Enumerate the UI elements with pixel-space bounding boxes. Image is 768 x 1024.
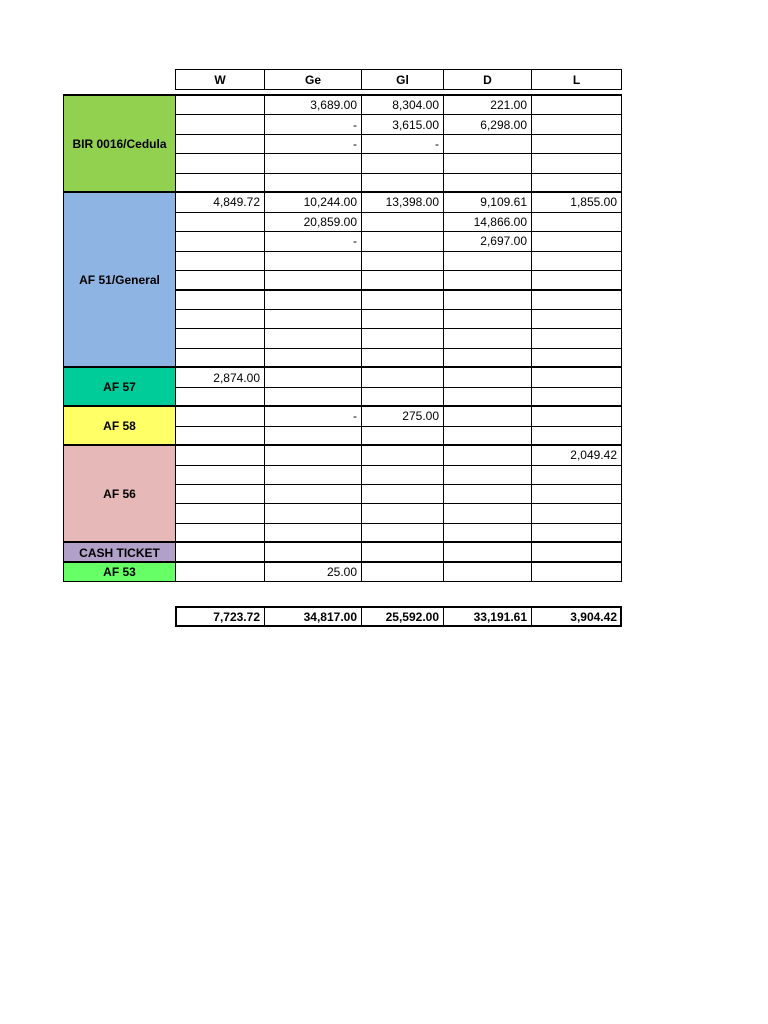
cell-af56-r4-d[interactable] — [443, 503, 532, 523]
cell-af58-r2-ge[interactable] — [264, 426, 362, 446]
cell-af51-r9-l[interactable] — [531, 348, 622, 368]
cell-af53-r1-gl[interactable] — [361, 562, 444, 582]
cell-af51-r2-gl[interactable] — [361, 212, 444, 232]
cell-bir-r5-gl[interactable] — [361, 173, 444, 193]
cell-af56-r1-gl[interactable] — [361, 445, 444, 465]
cell-af58-r2-gl[interactable] — [361, 426, 444, 446]
cell-af56-r3-ge[interactable] — [264, 484, 362, 504]
cell-af51-r7-ge[interactable] — [264, 309, 362, 329]
cell-af56-r4-gl[interactable] — [361, 503, 444, 523]
cell-cash-r1-d[interactable] — [443, 542, 532, 562]
cell-bir-r5-d[interactable] — [443, 173, 532, 193]
group-label-af57: AF 57 — [63, 367, 176, 407]
cell-af51-r1-gl[interactable]: 13,398.00 — [361, 192, 444, 212]
cell-af58-r1-ge[interactable]: - — [264, 406, 362, 426]
cell-af57-r1-l[interactable] — [531, 367, 622, 387]
cell-bir-r2-l[interactable] — [531, 114, 622, 134]
cell-af56-r5-gl[interactable] — [361, 523, 444, 543]
total-ge: 34,817.00 — [264, 606, 362, 627]
total-l: 3,904.42 — [531, 606, 622, 627]
cell-af57-r1-gl[interactable] — [361, 367, 444, 387]
group-label-bir: BIR 0016/Cedula — [63, 95, 176, 193]
cell-af51-r7-w[interactable] — [175, 309, 265, 329]
cell-af51-r9-d[interactable] — [443, 348, 532, 368]
cell-af51-r3-w[interactable] — [175, 231, 265, 251]
group-label-cash: CASH TICKET — [63, 542, 176, 562]
cell-af58-r2-w[interactable] — [175, 426, 265, 446]
cell-af57-r1-ge[interactable] — [264, 367, 362, 387]
cell-af51-r6-l[interactable] — [531, 290, 622, 310]
cell-bir-r4-d[interactable] — [443, 153, 532, 173]
cell-af51-r7-l[interactable] — [531, 309, 622, 329]
cell-af57-r1-w[interactable]: 2,874.00 — [175, 367, 265, 387]
cell-af51-r1-l[interactable]: 1,855.00 — [531, 192, 622, 212]
cell-af56-r1-w[interactable] — [175, 445, 265, 465]
cell-bir-r1-w[interactable] — [175, 95, 265, 115]
total-gl: 25,592.00 — [361, 606, 444, 627]
total-d: 33,191.61 — [443, 606, 532, 627]
cell-bir-r1-ge[interactable]: 3,689.00 — [264, 95, 362, 115]
cell-af51-r7-gl[interactable] — [361, 309, 444, 329]
cell-af51-r1-ge[interactable]: 10,244.00 — [264, 192, 362, 212]
cell-af57-r2-d[interactable] — [443, 387, 532, 407]
cell-af51-r2-d[interactable]: 14,866.00 — [443, 212, 532, 232]
cell-af51-r1-d[interactable]: 9,109.61 — [443, 192, 532, 212]
cell-af51-r2-ge[interactable]: 20,859.00 — [264, 212, 362, 232]
cell-bir-r5-l[interactable] — [531, 173, 622, 193]
cell-af56-r2-ge[interactable] — [264, 465, 362, 485]
cell-af57-r2-l[interactable] — [531, 387, 622, 407]
cell-af53-r1-w[interactable] — [175, 562, 265, 582]
cell-af58-r2-l[interactable] — [531, 426, 622, 446]
cell-bir-r3-l[interactable] — [531, 134, 622, 154]
cell-bir-r2-d[interactable]: 6,298.00 — [443, 114, 532, 134]
cell-bir-r2-gl[interactable]: 3,615.00 — [361, 114, 444, 134]
cell-af58-r2-d[interactable] — [443, 426, 532, 446]
cell-cash-r1-w[interactable] — [175, 542, 265, 562]
cell-af51-r6-w[interactable] — [175, 290, 265, 310]
cell-cash-r1-ge[interactable] — [264, 542, 362, 562]
cell-af56-r5-w[interactable] — [175, 523, 265, 543]
cell-af51-r7-d[interactable] — [443, 309, 532, 329]
cell-af56-r3-gl[interactable] — [361, 484, 444, 504]
cell-af57-r2-gl[interactable] — [361, 387, 444, 407]
cell-af56-r2-l[interactable] — [531, 465, 622, 485]
cell-af56-r5-l[interactable] — [531, 523, 622, 543]
cell-af51-r4-gl[interactable] — [361, 251, 444, 271]
cell-af56-r1-ge[interactable] — [264, 445, 362, 465]
column-header-d: D — [443, 69, 532, 90]
cell-af51-r8-ge[interactable] — [264, 328, 362, 348]
group-label-af58: AF 58 — [63, 406, 176, 446]
cell-af56-r5-ge[interactable] — [264, 523, 362, 543]
cell-bir-r3-ge[interactable]: - — [264, 134, 362, 154]
cell-af56-r4-ge[interactable] — [264, 503, 362, 523]
cell-af56-r2-gl[interactable] — [361, 465, 444, 485]
cell-bir-r2-ge[interactable]: - — [264, 114, 362, 134]
cell-af56-r1-l[interactable]: 2,049.42 — [531, 445, 622, 465]
cell-af51-r6-gl[interactable] — [361, 290, 444, 310]
cell-af51-r8-w[interactable] — [175, 328, 265, 348]
cell-af53-r1-ge[interactable]: 25.00 — [264, 562, 362, 582]
column-header-w: W — [175, 69, 265, 90]
cell-af56-r4-l[interactable] — [531, 503, 622, 523]
cell-af51-r5-w[interactable] — [175, 270, 265, 290]
cell-af51-r3-gl[interactable] — [361, 231, 444, 251]
column-header-l: L — [531, 69, 622, 90]
cell-af56-r3-l[interactable] — [531, 484, 622, 504]
cell-af51-r8-gl[interactable] — [361, 328, 444, 348]
cell-af51-r1-w[interactable]: 4,849.72 — [175, 192, 265, 212]
cell-af56-r2-d[interactable] — [443, 465, 532, 485]
cell-af51-r5-l[interactable] — [531, 270, 622, 290]
cell-af58-r1-gl[interactable]: 275.00 — [361, 406, 444, 426]
cell-bir-r4-w[interactable] — [175, 153, 265, 173]
cell-bir-r4-ge[interactable] — [264, 153, 362, 173]
cell-af51-r6-d[interactable] — [443, 290, 532, 310]
group-label-af53: AF 53 — [63, 562, 176, 582]
cell-bir-r3-d[interactable] — [443, 134, 532, 154]
cell-af53-r1-l[interactable] — [531, 562, 622, 582]
cell-af51-r3-l[interactable] — [531, 231, 622, 251]
cell-af58-r1-w[interactable] — [175, 406, 265, 426]
column-header-ge: Ge — [264, 69, 362, 90]
cell-bir-r2-w[interactable] — [175, 114, 265, 134]
group-label-af56: AF 56 — [63, 445, 176, 543]
cell-af51-r4-l[interactable] — [531, 251, 622, 271]
cell-af58-r1-d[interactable] — [443, 406, 532, 426]
cell-af56-r4-w[interactable] — [175, 503, 265, 523]
total-w: 7,723.72 — [175, 606, 265, 627]
cell-af57-r2-ge[interactable] — [264, 387, 362, 407]
cell-af56-r3-w[interactable] — [175, 484, 265, 504]
cell-bir-r1-d[interactable]: 221.00 — [443, 95, 532, 115]
cell-af57-r1-d[interactable] — [443, 367, 532, 387]
column-header-gl: Gl — [361, 69, 444, 90]
cell-bir-r5-w[interactable] — [175, 173, 265, 193]
cell-af51-r2-w[interactable] — [175, 212, 265, 232]
cell-af56-r1-d[interactable] — [443, 445, 532, 465]
group-label-af51: AF 51/General — [63, 192, 176, 368]
cell-bir-r4-gl[interactable] — [361, 153, 444, 173]
cell-af53-r1-d[interactable] — [443, 562, 532, 582]
cell-cash-r1-l[interactable] — [531, 542, 622, 562]
cell-af51-r3-ge[interactable]: - — [264, 231, 362, 251]
cell-bir-r3-w[interactable] — [175, 134, 265, 154]
cell-af56-r2-w[interactable] — [175, 465, 265, 485]
cell-bir-r1-l[interactable] — [531, 95, 622, 115]
cell-af51-r5-gl[interactable] — [361, 270, 444, 290]
cell-af56-r5-d[interactable] — [443, 523, 532, 543]
cell-af51-r6-ge[interactable] — [264, 290, 362, 310]
cell-af51-r9-ge[interactable] — [264, 348, 362, 368]
cell-af57-r2-w[interactable] — [175, 387, 265, 407]
cell-bir-r4-l[interactable] — [531, 153, 622, 173]
cell-af51-r4-d[interactable] — [443, 251, 532, 271]
cell-bir-r1-gl[interactable]: 8,304.00 — [361, 95, 444, 115]
cell-af58-r1-l[interactable] — [531, 406, 622, 426]
cell-bir-r5-ge[interactable] — [264, 173, 362, 193]
cell-af51-r9-gl[interactable] — [361, 348, 444, 368]
cell-af51-r4-w[interactable] — [175, 251, 265, 271]
cell-af51-r2-l[interactable] — [531, 212, 622, 232]
cell-af51-r4-ge[interactable] — [264, 251, 362, 271]
cell-af51-r3-d[interactable]: 2,697.00 — [443, 231, 532, 251]
cell-af51-r5-d[interactable] — [443, 270, 532, 290]
cell-af51-r5-ge[interactable] — [264, 270, 362, 290]
cell-af51-r8-d[interactable] — [443, 328, 532, 348]
cell-cash-r1-gl[interactable] — [361, 542, 444, 562]
cell-af51-r8-l[interactable] — [531, 328, 622, 348]
cell-bir-r3-gl[interactable]: - — [361, 134, 444, 154]
cell-af51-r9-w[interactable] — [175, 348, 265, 368]
cell-af56-r3-d[interactable] — [443, 484, 532, 504]
